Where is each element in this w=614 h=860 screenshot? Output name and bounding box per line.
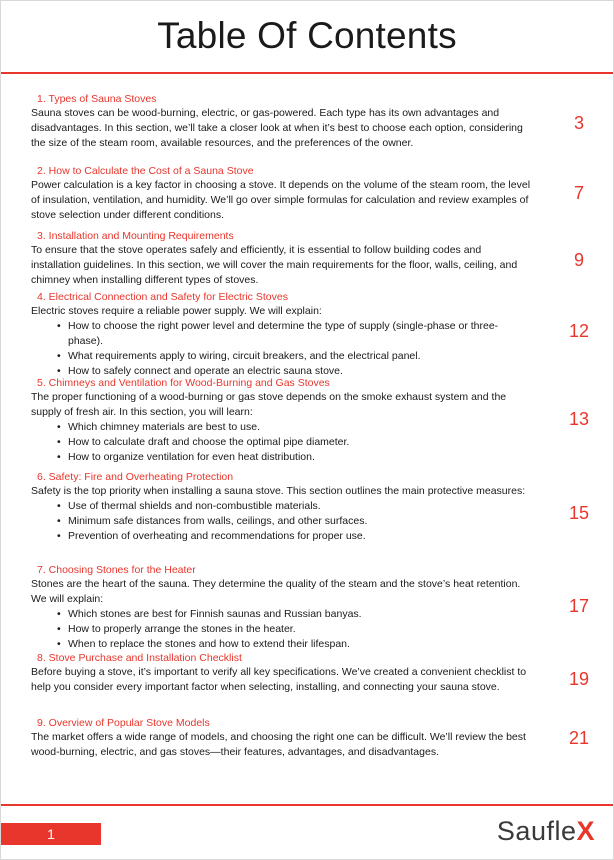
entry-bullet-list (31, 607, 531, 652)
list-item: • How to properly arrange the stones in the heater. (57, 622, 531, 637)
toc-entry-3[interactable] (31, 230, 531, 288)
entry-title[interactable]: 4. Electrical Connection and Safety for Electric Stoves (37, 291, 288, 303)
list-item: • How to calculate draft and choose the optimal pipe diameter. (57, 435, 531, 450)
entry-title[interactable]: 1. Types of Sauna Stoves (37, 93, 157, 105)
entry-bullet-list (31, 420, 531, 465)
toc-entry-6[interactable] (31, 471, 531, 544)
toc-entry-2[interactable] (31, 165, 531, 223)
entry-bullet-list (31, 499, 531, 544)
toc-entry-1[interactable] (31, 93, 531, 151)
list-item: • Use of thermal shields and non-combustible materials. (57, 499, 531, 514)
entry-title[interactable]: 8. Stove Purchase and Installation Checklist (37, 652, 242, 664)
entry-page-number[interactable]: 21 (568, 728, 590, 748)
toc-entry-8[interactable] (31, 652, 531, 695)
entry-page-number[interactable]: 12 (568, 321, 590, 341)
toc-entry-4[interactable] (31, 291, 531, 379)
list-item: • How to choose the right power level and determine the type of supply (single-phase or three-phase). (57, 319, 531, 349)
footer-page-number: 1 (1, 823, 101, 845)
list-item: • How to organize ventilation for even heat distribution. (57, 450, 531, 465)
list-item: • When to replace the stones and how to extend their lifespan. (57, 637, 531, 652)
entry-description: To ensure that the stove operates safely and efficiently, it is essential to follow building codes and installation guidelines. In this section, we will cover the main requirements for the floor, walls, ceiling, and chimney when installing different types of stoves. (31, 244, 518, 286)
logo-text: Saufle (496, 816, 577, 846)
brand-logo (497, 816, 595, 847)
entry-page-number[interactable]: 15 (568, 503, 590, 523)
logo-x-mark: X (576, 816, 595, 846)
entry-description: Before buying a stove, it’s important to verify all key specifications. We’ve created a convenient checklist to help you consider every important factor when selecting, installing, and connecting your sauna stove. (31, 666, 527, 693)
footer-divider (1, 804, 613, 806)
entry-description: Stones are the heart of the sauna. They determine the quality of the steam and the stove’s heat retention. We will explain: (31, 578, 521, 605)
list-item: • How to safely connect and operate an electric sauna stove. (57, 364, 531, 379)
entry-page-number[interactable]: 7 (573, 183, 584, 203)
entry-page-number[interactable]: 3 (573, 113, 584, 133)
entry-description: Sauna stoves can be wood-burning, electric, or gas-powered. Each type has its own advantages and disadvantages. In this section, we’ll take a closer look at when it’s best to choose each option, considering the size of the steam room, available resources, and the preferences of the owner. (31, 107, 523, 149)
toc-entry-9[interactable] (31, 717, 531, 760)
entry-title[interactable]: 7. Choosing Stones for the Heater (37, 564, 196, 576)
entry-page-number[interactable]: 13 (568, 409, 590, 429)
entry-description: The proper functioning of a wood-burning or gas stove depends on the smoke exhaust system and the supply of fresh air. In this section, you will learn: (31, 391, 507, 418)
entry-title[interactable]: 6. Safety: Fire and Overheating Protection (37, 471, 234, 483)
page-title: Table Of Contents (157, 15, 457, 56)
entry-title[interactable]: 9. Overview of Popular Stove Models (37, 717, 210, 729)
entry-page-number[interactable]: 19 (568, 669, 590, 689)
entry-page-number[interactable]: 9 (573, 250, 584, 270)
toc-entry-7[interactable] (31, 564, 531, 652)
entry-description: Safety is the top priority when installing a sauna stove. This section outlines the main protective measures: (31, 485, 526, 497)
list-item: • Prevention of overheating and recommendations for proper use. (57, 529, 531, 544)
entry-description: Electric stoves require a reliable power supply. We will explain: (31, 305, 322, 317)
list-item: • Minimum safe distances from walls, ceilings, and other surfaces. (57, 514, 531, 529)
entry-title[interactable]: 5. Chimneys and Ventilation for Wood-Burning and Gas Stoves (37, 377, 330, 389)
entry-bullet-list (31, 319, 531, 379)
entry-description: The market offers a wide range of models, and choosing the right one can be difficult. We’ll review the best wood-burning, electric, and gas stoves—their features, advantages, and disadvantages. (31, 731, 526, 758)
entry-description: Power calculation is a key factor in choosing a stove. It depends on the volume of the steam room, the level of insulation, ventilation, and humidity. We’ll go over simple formulas for calculation and review examples of stove selection under different conditions. (31, 179, 531, 221)
entry-title[interactable]: 2. How to Calculate the Cost of a Sauna Stove (37, 165, 254, 177)
entry-title[interactable]: 3. Installation and Mounting Requirements (37, 230, 234, 242)
list-item: • What requirements apply to wiring, circuit breakers, and the electrical panel. (57, 349, 531, 364)
toc-entry-5[interactable] (31, 377, 531, 465)
list-item: • Which chimney materials are best to use. (57, 420, 531, 435)
title-divider (1, 72, 613, 74)
list-item: • Which stones are best for Finnish saunas and Russian banyas. (57, 607, 531, 622)
entry-page-number[interactable]: 17 (568, 596, 590, 616)
